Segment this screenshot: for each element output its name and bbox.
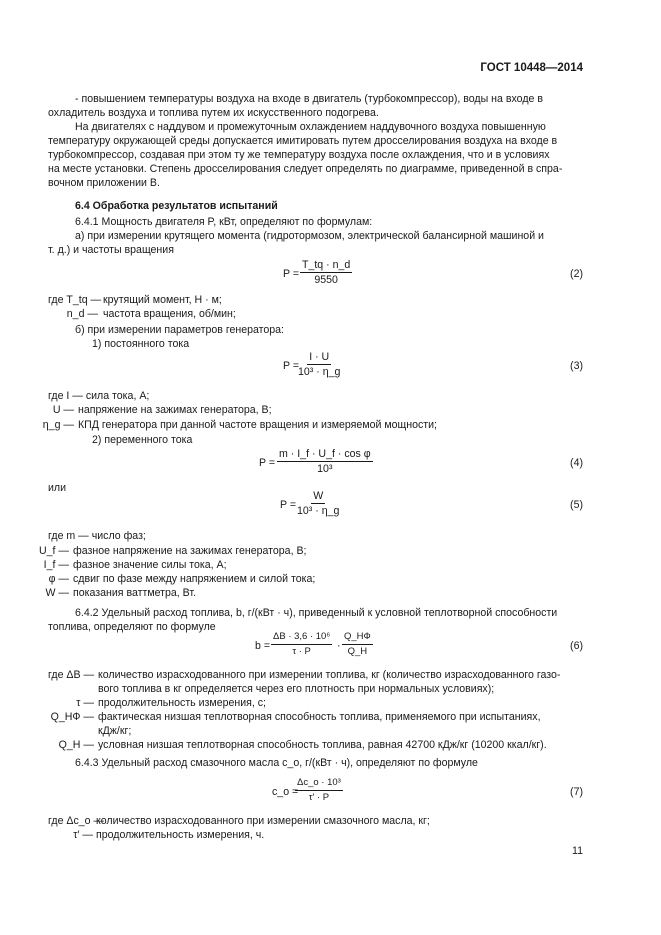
intro-line: - повышением температуры воздуха на входе в двигатель (турбокомпрессор), воды на входе в (75, 93, 543, 105)
formula-5-fraction (297, 490, 339, 517)
where-6-text4: условная низшая теплотворная способность топлива, равная 42700 кДж/кг (10200 ккал/кг). (98, 739, 547, 751)
where-7-sym2: τ′ — (73, 829, 93, 841)
where-5-sym3: I_f — (43, 559, 69, 571)
formula-2-num: T_tq · n_d (302, 259, 351, 271)
formula-7-fraction (295, 777, 343, 804)
where-3-sym3: η_g — (42, 419, 74, 431)
intro-line: турбокомпрессор, создавая при этом ту же температуру воздуха после охлаждения, что и в условиях (48, 149, 550, 161)
where-6-text1: количество израсходованного при измерении топлива, кг (количество израсходованного газо- (98, 669, 561, 681)
where-5-text2: фазное напряжение на зажимах генератора, В; (73, 545, 307, 557)
where-5-sym2: U_f — (38, 545, 69, 557)
formula-4-fraction (277, 448, 373, 475)
page-number: 11 (572, 845, 583, 857)
formula-5-number: (5) (570, 499, 583, 511)
where-5-sym5: W — (45, 587, 69, 599)
formula-5-num: W (313, 490, 324, 502)
doc-id: ГОСТ 10448—2014 (480, 62, 583, 74)
or-label: или (48, 482, 67, 494)
where-2-text1: крутящий момент, Н · м; (103, 294, 222, 306)
formula-3-number: (3) (570, 360, 583, 372)
formula-4-num: m · I_f · U_f · cos φ (279, 448, 371, 460)
where-5-sym4: φ — (48, 573, 69, 585)
where-5-text5: показания ваттметра, Вт. (73, 587, 197, 599)
where-6-sym4: Q_H — (58, 739, 94, 751)
intro-line: на месте установки. Степень дросселирования следует определять по диаграмме, приведенной в спра- (48, 163, 563, 175)
formula-6-num1: ΔB · 3,6 · 10⁶ (271, 631, 332, 645)
where-5-text3: фазное значение силы тока, А; (73, 559, 227, 571)
where-5-text4: сдвиг по фазе между напряжением и силой тока; (73, 573, 316, 585)
formula-3-num: I · U (309, 351, 330, 363)
where-3-text2: напряжение на зажимах генератора, В; (78, 404, 272, 416)
formula-6-dot: · (337, 640, 341, 652)
formula-7-lhs: c_o = (272, 786, 299, 798)
where-2-sym1: где T_tq — (48, 294, 102, 306)
where-7-text2: продолжительность измерения, ч. (96, 829, 265, 841)
intro-line: На двигателях с наддувом и промежуточным охлаждением наддувочного воздуха повышенную (75, 121, 546, 133)
where-6-sym1: где ΔB — (48, 669, 95, 681)
where-6-text2: продолжительность измерения, с; (98, 697, 267, 709)
formula-6-number: (6) (570, 640, 583, 652)
where-3-text3: КПД генератора при данной частоте вращения и измеряемой мощности; (78, 419, 437, 431)
formula-6-fraction1 (271, 631, 332, 658)
clause-641-b1: 1) постоянного тока (92, 338, 190, 350)
where-7-text1: количество израсходованного при измерении смазочного масла, кг; (96, 815, 430, 827)
where-3-sym2: U — (52, 404, 74, 416)
formula-2-number: (2) (570, 268, 583, 280)
where-3-line1: где I — сила тока, А; (48, 390, 150, 402)
where-2-sym2: n_d — (66, 308, 98, 320)
where-5-line1: где m — число фаз; (48, 530, 146, 542)
where-6-sym2: τ — (76, 697, 94, 709)
formula-4-lhs: P = (259, 457, 276, 469)
clause-643: 6.4.3 Удельный расход смазочного масла c_o, г/(кВт · ч), определяют по формуле (75, 757, 478, 769)
formula-3-fraction (298, 351, 340, 378)
formula-7-number: (7) (570, 786, 583, 798)
where-6-text3b: кДж/кг; (98, 725, 132, 737)
intro-line: вочном приложении В. (48, 177, 160, 189)
formula-3-den: 10³ · η_g (298, 366, 341, 378)
formula-6-fraction2 (342, 631, 373, 658)
clause-641: 6.4.1 Мощность двигателя P, кВт, определяют по формулам: (75, 216, 373, 228)
formula-2-lhs: P = (283, 268, 300, 280)
formula-4-den: 10³ (317, 463, 333, 475)
formula-6-den2: Q_H (347, 646, 368, 657)
where-6-text3: фактическая низшая теплотворная способность топлива, применяемого при испытаниях, (98, 711, 541, 723)
formula-4-number: (4) (570, 457, 583, 469)
clause-641-b2: 2) переменного тока (92, 434, 193, 446)
where-2-text2: частота вращения, об/мин; (103, 308, 236, 320)
formula-2-fraction (300, 259, 352, 286)
clause-642-cont: топлива, определяют по формуле (48, 621, 216, 633)
clause-641-a: а) при измерении крутящего момента (гидротормозом, электрической балансирной машиной и (75, 230, 544, 242)
where-6-sym3: Q_HФ — (50, 711, 94, 723)
formula-6-num2: Q_HФ (342, 631, 373, 645)
formula-2-den: 9550 (314, 274, 338, 286)
intro-line: температуру окружающей среды допускается имитировать путем дросселирования воздуха на входе в (48, 135, 558, 147)
formula-6-lhs: b = (255, 640, 271, 652)
formula-7-num: Δc_o · 10³ (295, 777, 343, 791)
formula-5-lhs: P = (280, 499, 297, 511)
where-6-text1b: вого топлива в кг определяется через его плотность при нормальных условиях); (98, 683, 495, 695)
clause-641-a-cont: т. д.) и частоты вращения (48, 244, 174, 256)
formula-7-den: τ′ · P (308, 792, 330, 803)
formula-6-den1: τ · P (292, 646, 311, 657)
where-7-sym1: где Δc_o — (48, 815, 105, 827)
formula-5-den: 10³ · η_g (297, 505, 340, 517)
clause-641-b: б) при измерении параметров генератора: (75, 324, 284, 336)
intro-line: охладитель воздуха и топлива путем их искусственного подогрева. (48, 107, 379, 119)
clause-642: 6.4.2 Удельный расход топлива, b, г/(кВт · ч), приведенный к условной теплотворной способности (75, 607, 558, 619)
section-title: 6.4 Обработка результатов испытаний (75, 200, 278, 212)
formula-3-lhs: P = (283, 360, 300, 372)
